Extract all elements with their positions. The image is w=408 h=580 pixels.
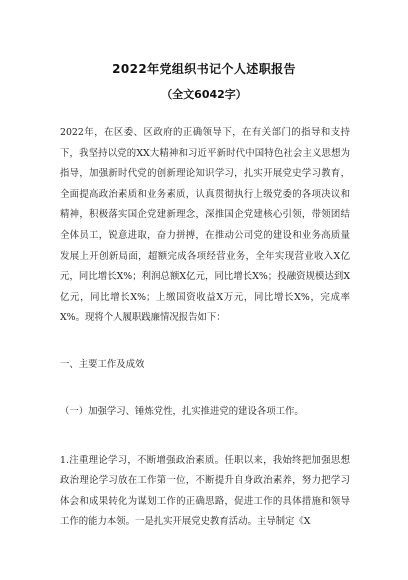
intro-paragraph-container [60,123,350,329]
document-title: 2022年党组织书记个人述职报告 [112,62,296,76]
document-subtitle: （全文6042字） [161,88,247,101]
paragraph-1: 1.注重理论学习，不断增强政治素质。任职以来，我始终把加强思想政治理论学习放在工作第一位，不断提升自身政治素养，努力把学习体会和成果转化为谋划工作的正确思路，促进工作的具体措施和领导工作的能力本领。一是扎实开展党史教育活动。主导制定《X [60,455,350,528]
section-heading-1: 一、主要工作及成效 [60,359,145,370]
intro-paragraph: 2022年，在区委、区政府的正确领导下，在有关部门的指导和支持下，我坚持以党的XX大精神和习近平新时代中国特色社会主义思想为指导，加强新时代党的创新理论知识学习，扎实开展党史学习教育，全面提高政治素质和业务素质，认真贯彻执行上级党委的各项决议和精神，积极落实国企党建新理念，深推国企党建核心引领，带领团结全体员工，锐意进取，奋力拼搏，在推动公司党的建设和业务高质量发展上开创新局面，超额完成各项经营业务，全年实现营业收入X亿元，同比增长X%；利润总额X亿元，同比增长X%；投融资规模达到X亿元，同比增长X%；上缴国资收益X万元，同比增长X%，完成率X%。现将个人履职践廉情况报告如下： [60,127,350,324]
paragraph-container [60,451,350,533]
section-heading-1-1: （一）加强学习、锤炼党性，扎实推进党的建设各项工作。 [60,406,304,417]
